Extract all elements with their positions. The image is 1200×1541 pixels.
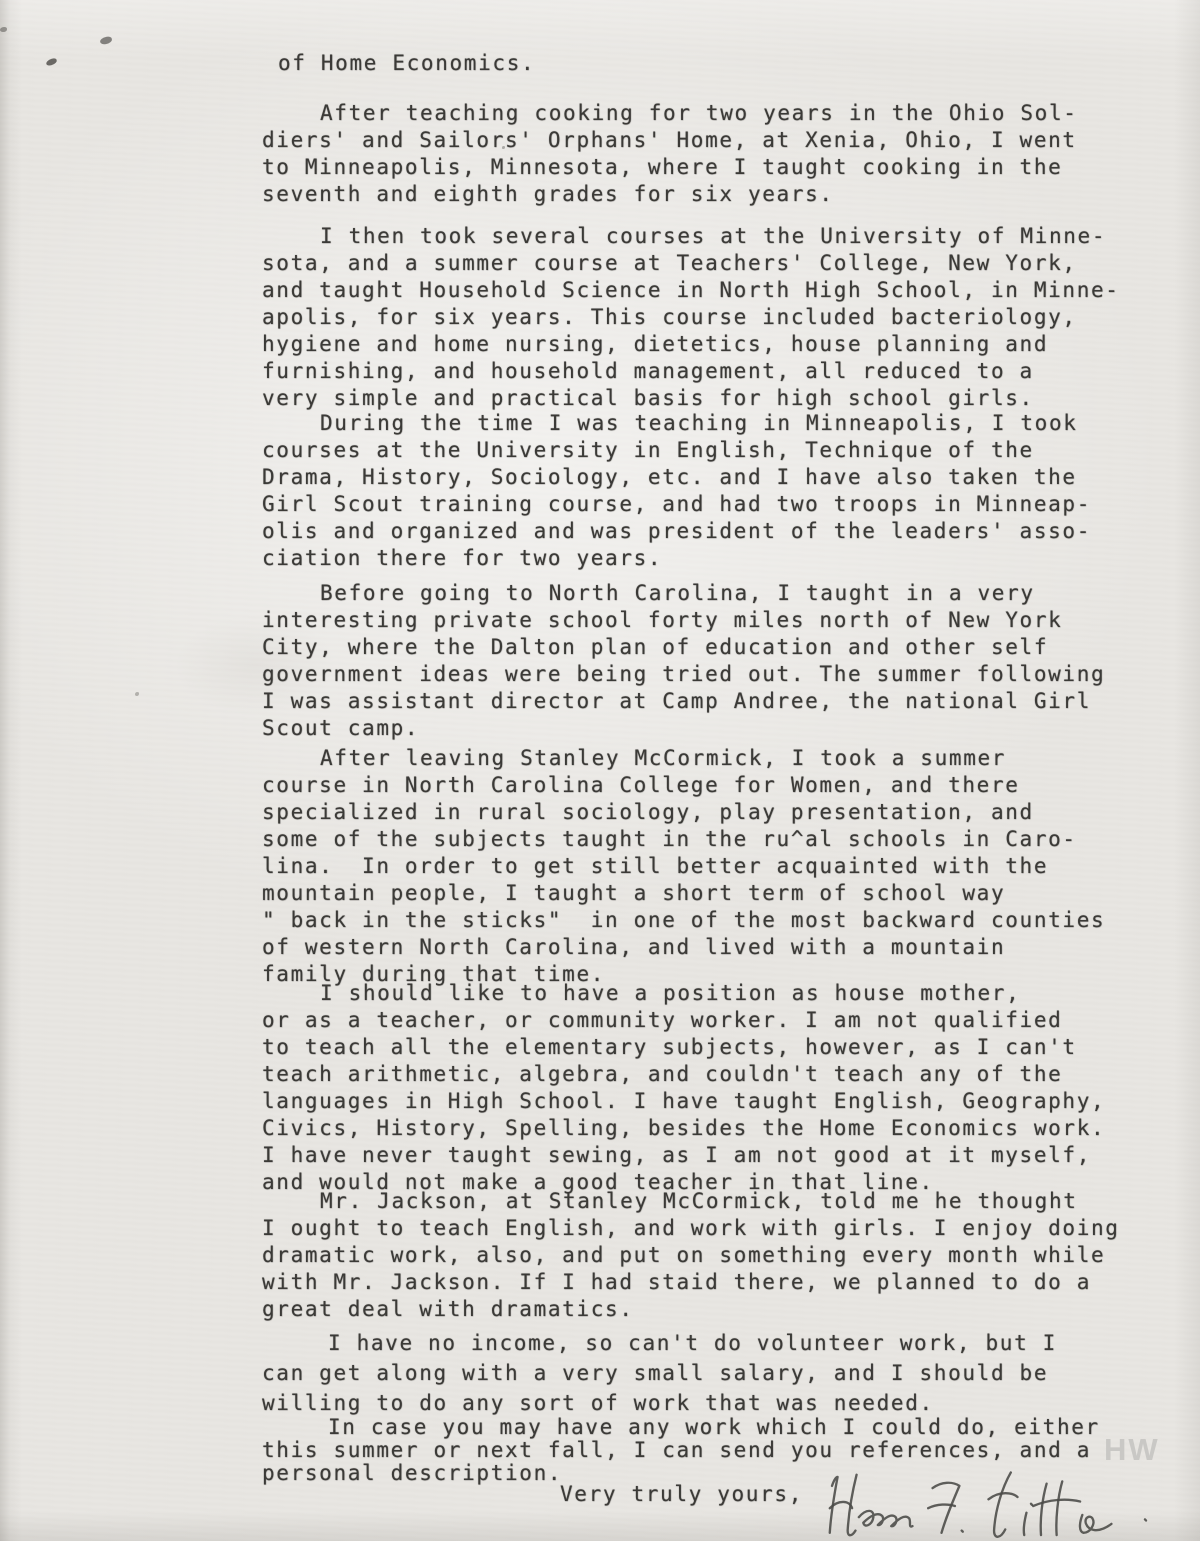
typed-line: Before going to North Carolina, I taught in a very (320, 581, 1035, 605)
paper-speck (45, 57, 57, 66)
paragraph-no-income (262, 1328, 1057, 1418)
typed-line: Civics, History, Spelling, besides the Home Economics work. (262, 1116, 1106, 1140)
typed-line: " back in the sticks" in one of the most backward counties (262, 908, 1106, 932)
typed-line: very simple and practical basis for high school girls. (262, 386, 1034, 410)
typed-line: to teach all the elementary subjects, however, as I can't (262, 1035, 1077, 1059)
typed-line: Drama, History, Sociology, etc. and I have also taken the (262, 465, 1077, 489)
typed-line: specialized in rural sociology, play presentation, and (262, 800, 1034, 824)
continuation-line: of Home Economics. (278, 51, 536, 75)
typed-line: willing to do any sort of work that was needed. (262, 1391, 934, 1415)
typed-line: sota, and a summer course at Teachers' College, New York, (262, 251, 1077, 275)
typed-line: In case you may have any work which I could do, either (328, 1415, 1100, 1439)
typed-line: Girl Scout training course, and had two troops in Minneap- (262, 492, 1091, 516)
paper-speck (0, 27, 7, 32)
typed-line: I ought to teach English, and work with girls. I enjoy doing (262, 1216, 1120, 1240)
typed-line: olis and organized and was president of the leaders' asso- (262, 519, 1091, 543)
paragraph-university-minnesota (262, 223, 1120, 412)
typed-line: furnishing, and household management, all reduced to a (262, 359, 1034, 383)
typed-line: personal description. (262, 1461, 563, 1485)
typed-line: diers' and Sailors' Orphans' Home, at Xenia, Ohio, I went (262, 128, 1077, 152)
typed-line: great deal with dramatics. (262, 1297, 634, 1321)
typed-line: with Mr. Jackson. If I had staid there, we planned to do a (262, 1270, 1091, 1294)
typed-line: or as a teacher, or community worker. I am not qualified (262, 1008, 1063, 1032)
typed-line: family during that time. (262, 962, 606, 986)
typed-line: teach arithmetic, algebra, and couldn't teach any of the (262, 1062, 1063, 1086)
typed-line: I was assistant director at Camp Andree, the national Girl (262, 689, 1091, 713)
typed-line: mountain people, I taught a short term of school way (262, 881, 1006, 905)
typed-line: Scout camp. (262, 716, 420, 740)
typed-line: ciation there for two years. (262, 546, 663, 570)
typed-line: Mr. Jackson, at Stanley McCormick, told me he thought (320, 1189, 1078, 1213)
typed-line: seventh and eighth grades for six years. (262, 182, 834, 206)
typed-line: I have no income, so can't do volunteer work, but I (328, 1331, 1057, 1355)
typed-line: of western North Carolina, and lived with a mountain (262, 935, 1006, 959)
typed-line: course in North Carolina College for Women, and there (262, 773, 1020, 797)
typed-line: apolis, for six years. This course included bacteriology, (262, 305, 1077, 329)
typed-line: During the time I was teaching in Minneapolis, I took (320, 411, 1078, 435)
typed-line: and would not make a good teacher in that line. (262, 1170, 934, 1194)
typed-line: lina. In order to get still better acquainted with the (262, 854, 1049, 878)
typed-line: to Minneapolis, Minnesota, where I taught cooking in the (262, 155, 1063, 179)
typed-line: dramatic work, also, and put on something every month while (262, 1243, 1106, 1267)
signature-handwriting (818, 1468, 1188, 1541)
paragraph-private-school-camp-andree (262, 580, 1105, 742)
paragraph-courses-girl-scouts (262, 410, 1091, 572)
typed-line: I then took several courses at the University of Minne- (320, 224, 1107, 248)
paragraph-north-carolina-summer-course (262, 745, 1105, 988)
paragraph-desired-position (262, 980, 1105, 1196)
closing-valediction: Very truly yours, (560, 1482, 803, 1506)
typed-line: government ideas were being tried out. The summer following (262, 662, 1106, 686)
typed-line: hygiene and home nursing, dietetics, house planning and (262, 332, 1049, 356)
archive-watermark: HW (1104, 1432, 1160, 1467)
typed-line: After teaching cooking for two years in the Ohio Sol- (320, 101, 1078, 125)
typed-line: I should like to have a position as house mother, (320, 981, 1021, 1005)
typed-line: City, where the Dalton plan of education and other self (262, 635, 1049, 659)
typed-line: I have never taught sewing, as I am not good at it myself, (262, 1143, 1091, 1167)
typed-line: languages in High School. I have taught English, Geography, (262, 1089, 1106, 1113)
typed-line: can get along with a very small salary, and I should be (262, 1361, 1049, 1385)
typed-line: interesting private school forty miles north of New York (262, 608, 1063, 632)
signature (818, 1468, 1188, 1541)
paragraph-teaching-ohio (262, 100, 1078, 208)
typed-line: this summer or next fall, I can send you references, and a (262, 1438, 1091, 1462)
typed-line: courses at the University in English, Technique of the (262, 438, 1034, 462)
typed-line: and taught Household Science in North High School, in Minne- (262, 278, 1120, 302)
paper-speck (99, 36, 112, 45)
paragraph-mr-jackson (262, 1188, 1120, 1323)
paper-speck (135, 692, 139, 696)
typed-line: After leaving Stanley McCormick, I took a summer (320, 746, 1007, 770)
typed-line: some of the subjects taught in the ru^al schools in Caro- (262, 827, 1077, 851)
